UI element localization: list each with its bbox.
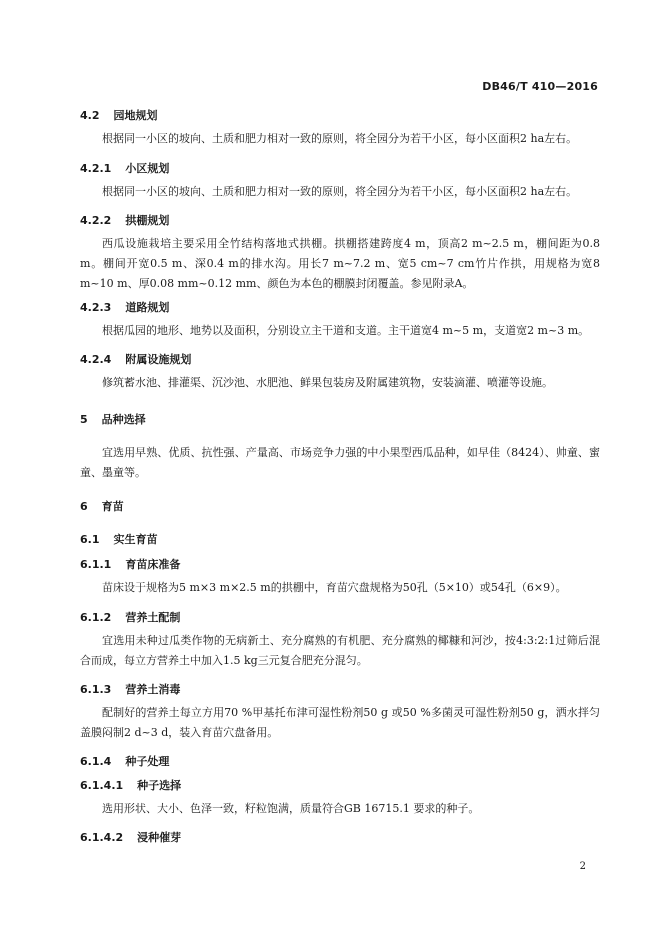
paragraph: 根据同一小区的坡向、土质和肥力相对一致的原则，将全园分为若干小区，每小区面积2 ha左右。 — [102, 132, 578, 145]
section-title: 营养土消毒 — [125, 683, 181, 696]
paragraph: 根据瓜园的地形、地势以及面积，分别设立主干道和支道。主干道宽4 m~5 m，支道宽2 m~3 m。 — [102, 324, 590, 337]
paragraph: 西瓜设施栽培主要采用全竹结构落地式拱棚。拱棚搭建跨度4 m，顶高2 m~2.5 m，棚间距为0.8 m。棚间开宽0.5 m、深0.4 m的排水沟。用长7 m~7.2 m、宽5 cm~7 cm竹片作拱，用规格为宽8 m~10 m、厚0.08 mm~0.12 mm、颜色为本色的棚膜封闭覆盖。参见附录A。 — [80, 237, 600, 290]
section-title: 实生育苗 — [113, 533, 158, 546]
section-heading-4-2-1 — [80, 160, 169, 176]
section-title: 育苗 — [101, 500, 124, 513]
section-title: 园地规划 — [113, 109, 158, 122]
section-title: 育苗床准备 — [125, 558, 181, 571]
section-heading-6-1-4 — [80, 753, 169, 769]
section-heading-6-1-2 — [80, 609, 180, 625]
section-number: 6.1.1 — [80, 558, 112, 571]
section-heading-6-1-1 — [80, 556, 180, 572]
section-number: 4.2 — [80, 109, 100, 122]
section-heading-6-1 — [80, 531, 158, 547]
section-number: 6.1.4.1 — [80, 779, 124, 792]
section-title: 拱棚规划 — [125, 214, 170, 227]
section-number: 6.1.4 — [80, 755, 112, 768]
section-number: 6.1.3 — [80, 683, 112, 696]
section-heading-4-2-2 — [80, 212, 169, 228]
paragraph: 苗床设于规格为5 m×3 m×2.5 m的拱棚中，育苗穴盘规格为50孔（5×10）或54孔（6×9）。 — [102, 581, 567, 594]
section-title: 种子选择 — [137, 779, 182, 792]
section-number: 5 — [80, 413, 88, 426]
section-heading-4-2 — [80, 107, 158, 123]
section-title: 营养土配制 — [125, 611, 181, 624]
section-number: 4.2.1 — [80, 162, 112, 175]
paragraph: 宜选用早熟、优质、抗性强、产量高、市场竞争力强的中小果型西瓜品种，如早佳（8424）、帅童、蜜童、墨童等。 — [80, 446, 600, 479]
section-heading-6 — [80, 498, 124, 514]
section-heading-4-2-4 — [80, 351, 191, 367]
paragraph: 配制好的营养土每立方用70 %甲基托布津可湿性粉剂50 g 或50 %多菌灵可湿性粉剂50 g，洒水拌匀盖膜闷制2 d~3 d，装入育苗穴盘备用。 — [80, 706, 600, 739]
section-title: 小区规划 — [125, 162, 170, 175]
section-heading-5 — [80, 411, 146, 427]
section-heading-6-1-4-2 — [80, 829, 181, 845]
section-title: 附属设施规划 — [125, 353, 192, 366]
section-title: 种子处理 — [125, 755, 170, 768]
section-number: 4.2.4 — [80, 353, 112, 366]
section-number: 6.1.4.2 — [80, 831, 124, 844]
section-heading-4-2-3 — [80, 299, 169, 315]
section-number: 6 — [80, 500, 88, 513]
section-title: 道路规划 — [125, 301, 170, 314]
page-number: 2 — [579, 861, 586, 872]
section-heading-6-1-4-1 — [80, 777, 181, 793]
paragraph: 宜选用未种过瓜类作物的无病新土、充分腐熟的有机肥、充分腐熟的椰糠和河沙，按4:3:2:1过筛后混合而成，每立方营养土中加入1.5 kg三元复合肥充分混匀。 — [80, 634, 600, 667]
section-number: 6.1.2 — [80, 611, 112, 624]
section-number: 4.2.2 — [80, 214, 112, 227]
document-code: DB46/T 410—2016 — [482, 80, 598, 93]
paragraph: 选用形状、大小、色泽一致，籽粒饱满，质量符合GB 16715.1 要求的种子。 — [102, 802, 480, 815]
section-heading-6-1-3 — [80, 681, 180, 697]
section-number: 4.2.3 — [80, 301, 112, 314]
paragraph: 修筑蓄水池、排灌渠、沉沙池、水肥池、鲜果包装房及附属建筑物，安装滴灌、喷灌等设施。 — [102, 376, 553, 389]
paragraph: 根据同一小区的坡向、土质和肥力相对一致的原则，将全园分为若干小区，每小区面积2 ha左右。 — [102, 185, 578, 198]
section-title: 浸种催芽 — [137, 831, 182, 844]
section-number: 6.1 — [80, 533, 100, 546]
section-title: 品种选择 — [101, 413, 146, 426]
